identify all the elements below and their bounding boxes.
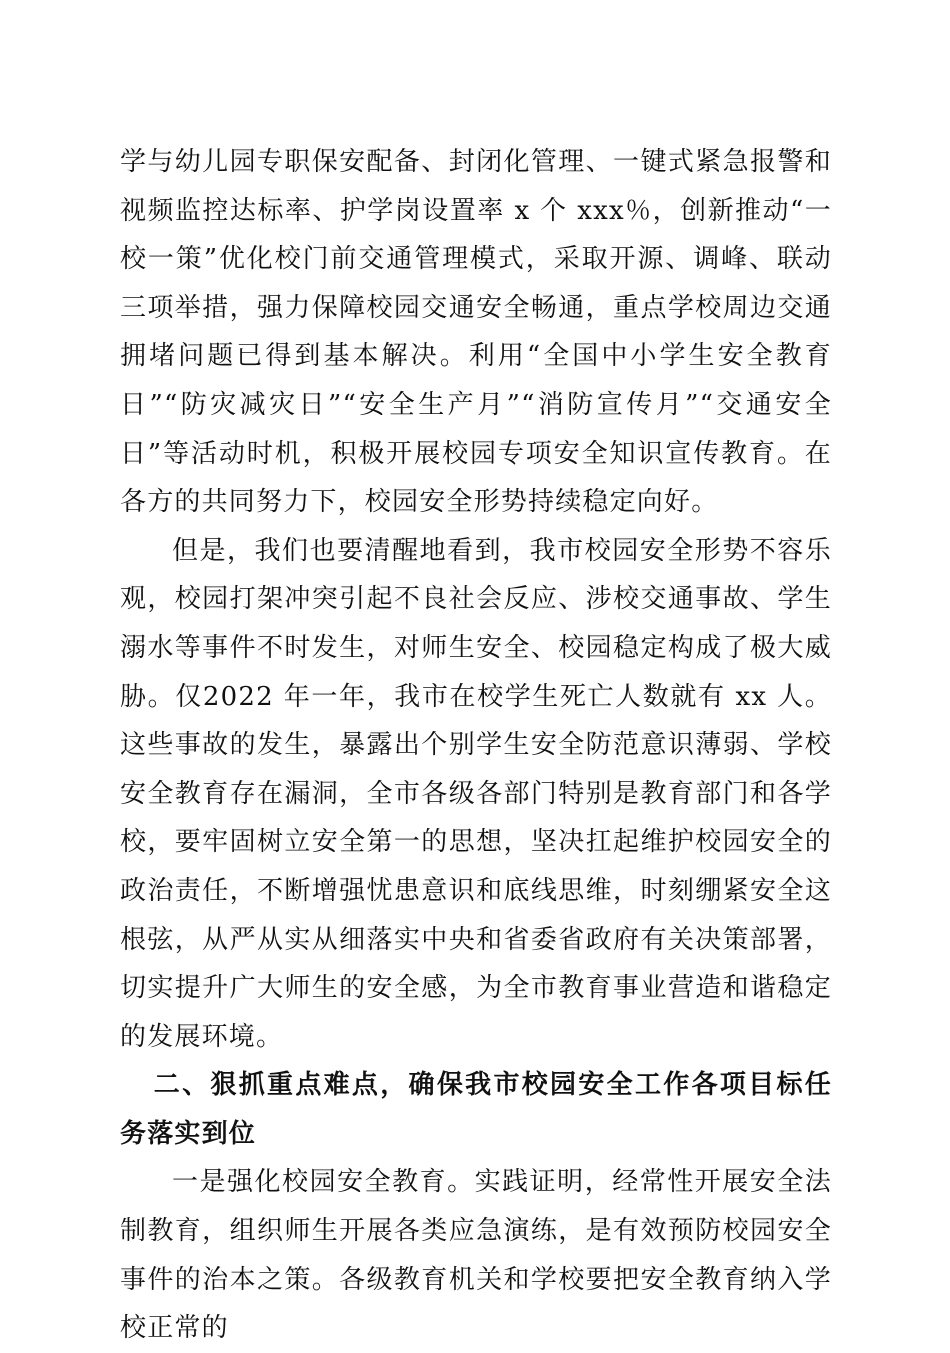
item-one-body: 实践证明，经常性开展安全法制教育，组织师生开展各类应急演练，是有效预防校园安全事件的治本之策。各级教育机关和学校要把安全教育纳入学校正常的 (120, 1167, 832, 1344)
document-page (120, 138, 832, 1353)
item-one-lead: 一是强化校园安全教育。 (172, 1167, 475, 1198)
paragraph-however: 但是，我们也要清醒地看到，我市校园安全形势不容乐观，校园打架冲突引起不良社会反应、涉校交通事故、学生溺水等事件不时发生，对师生安全、校园稳定构成了极大威胁。仅2022 年一年，我市在校学生死亡人数就有 xx 人。这些事故的发生，暴露出个别学生安全防范意识薄弱、学校安全教育存在漏洞，全市各级各部门特别是教育部门和各学校，要牢固树立安全第一的思想，坚决扛起维护校园安全的政治责任，不断增强忧患意识和底线思维，时刻绷紧安全这根弦，从严从实从细落实中央和省委省政府有关决策部署，切实提升广大师生的安全感，为全市教育事业营造和谐稳定的发展环境。 (120, 535, 832, 1052)
paragraph-item-one (120, 1158, 832, 1352)
section-heading: 二、狠抓重点难点，确保我市校园安全工作各项目标任务落实到位 (120, 1070, 832, 1149)
paragraph-continued: 学与幼儿园专职保安配备、封闭化管理、一键式紧急报警和视频监控达标率、护学岗设置率 x 个 xxx％，创新推动“一校一策”优化校门前交通管理模式，采取开源、调峰、联动三项举措，强力保障校园交通安全畅通，重点学校周边交通拥堵问题已得到基本解决。利用“全国中小学生安全教育日”“防灾减灾日”“安全生产月”“消防宣传月”“交通安全日”等活动时机，积极开展校园专项安全知识宣传教育。在各方的共同努力下，校园安全形势持续稳定向好。 (120, 147, 832, 518)
